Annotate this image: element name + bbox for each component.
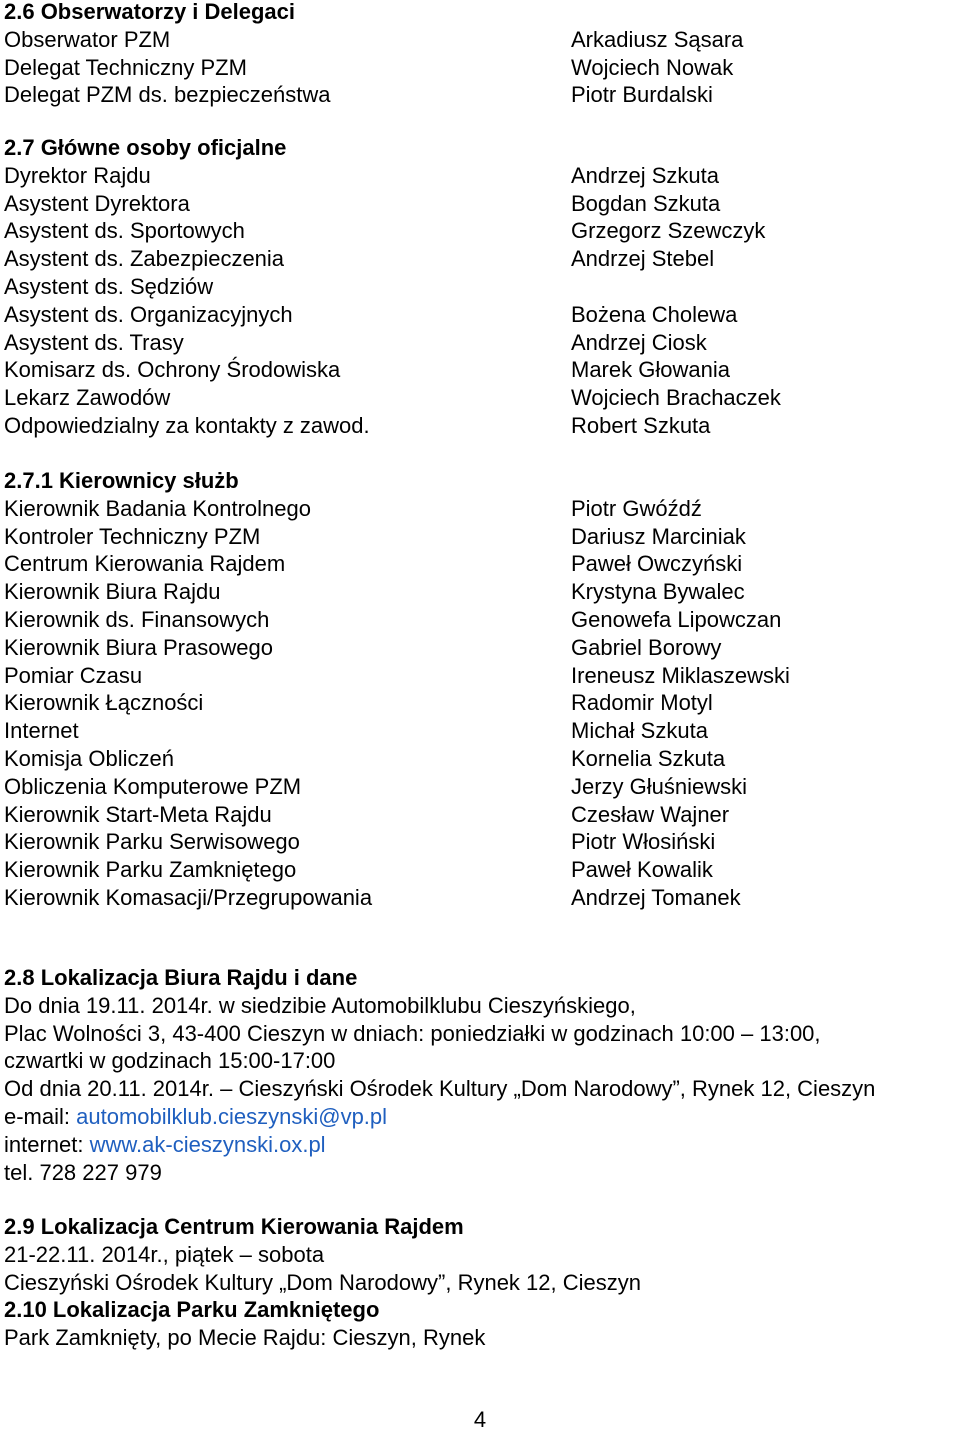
official-name: Michał Szkuta bbox=[571, 718, 708, 744]
official-role: Asystent ds. Organizacyjnych bbox=[4, 301, 293, 327]
official-row bbox=[4, 190, 954, 218]
official-row bbox=[4, 329, 954, 357]
official-row bbox=[4, 606, 954, 634]
email-link[interactable]: automobilklub.cieszynski@vp.pl bbox=[76, 1103, 388, 1129]
official-name: Paweł Owczyński bbox=[571, 551, 743, 577]
phone-line: tel. 728 227 979 bbox=[4, 1159, 162, 1185]
office-text-line: czwartki w godzinach 15:00-17:00 bbox=[4, 1048, 336, 1074]
official-name: Jerzy Głuśniewski bbox=[571, 773, 748, 799]
internet-line bbox=[4, 1131, 954, 1159]
official-name: Robert Szkuta bbox=[571, 412, 711, 438]
official-name: Bożena Cholewa bbox=[571, 301, 738, 327]
official-role: Lekarz Zawodów bbox=[4, 385, 171, 411]
official-row bbox=[4, 662, 954, 690]
official-role: Kierownik Parku Serwisowego bbox=[4, 829, 300, 855]
official-row bbox=[4, 828, 954, 856]
official-role: Asystent ds. Zabezpieczenia bbox=[4, 246, 285, 272]
section-observers bbox=[4, 0, 954, 109]
official-name: Andrzej Stebel bbox=[571, 246, 715, 272]
section-heading: 2.10 Lokalizacja Parku Zamkniętego bbox=[4, 1297, 380, 1322]
official-name: Ireneusz Miklaszewski bbox=[571, 662, 790, 688]
official-role: Komisja Obliczeń bbox=[4, 745, 174, 771]
official-role: Asystent ds. Sportowych bbox=[4, 218, 245, 244]
official-row bbox=[4, 384, 954, 412]
official-row bbox=[4, 301, 954, 329]
official-name: Piotr Burdalski bbox=[571, 82, 713, 108]
official-row bbox=[4, 54, 954, 82]
official-name: Wojciech Brachaczek bbox=[571, 385, 781, 411]
official-row bbox=[4, 495, 954, 523]
office-text-line: Do dnia 19.11. 2014r. w siedzibie Automobilklubu Cieszyńskiego, bbox=[4, 992, 636, 1018]
official-row bbox=[4, 578, 954, 606]
official-name: Genowefa Lipowczan bbox=[571, 606, 782, 632]
official-row bbox=[4, 550, 954, 578]
official-name: Radomir Motyl bbox=[571, 690, 713, 716]
official-row bbox=[4, 856, 954, 884]
official-role: Delegat PZM ds. bezpieczeństwa bbox=[4, 82, 331, 108]
section-service-heads bbox=[4, 467, 954, 912]
official-row bbox=[4, 523, 954, 551]
official-row bbox=[4, 26, 954, 54]
official-row bbox=[4, 356, 954, 384]
section-heading: 2.8 Lokalizacja Biura Rajdu i dane bbox=[4, 965, 358, 990]
official-name: Gabriel Borowy bbox=[571, 634, 722, 660]
email-line bbox=[4, 1103, 954, 1131]
office-text-line: Od dnia 20.11. 2014r. – Cieszyński Ośrodek Kultury „Dom Narodowy”, Rynek 12, Cieszyn bbox=[4, 1076, 876, 1102]
official-row bbox=[4, 217, 954, 245]
official-role: Obliczenia Komputerowe PZM bbox=[4, 773, 302, 799]
internet-label: internet: bbox=[4, 1131, 90, 1157]
official-name: Krystyna Bywalec bbox=[571, 579, 745, 605]
website-link[interactable]: www.ak-cieszynski.ox.pl bbox=[89, 1131, 326, 1157]
official-name: Andrzej Ciosk bbox=[571, 329, 707, 355]
official-row bbox=[4, 412, 954, 440]
official-role: Delegat Techniczny PZM bbox=[4, 54, 247, 80]
official-role: Dyrektor Rajdu bbox=[4, 162, 151, 188]
official-name: Kornelia Szkuta bbox=[571, 745, 726, 771]
official-row bbox=[4, 745, 954, 773]
official-name: Marek Głowania bbox=[571, 357, 730, 383]
section-heading: 2.7.1 Kierownicy służb bbox=[4, 468, 239, 493]
official-role: Asystent Dyrektora bbox=[4, 190, 190, 216]
official-role: Kierownik Biura Rajdu bbox=[4, 579, 221, 605]
official-row bbox=[4, 273, 954, 301]
official-role: Kierownik Start-Meta Rajdu bbox=[4, 801, 272, 827]
official-row bbox=[4, 634, 954, 662]
official-role: Kierownik Łączności bbox=[4, 690, 204, 716]
official-name: Czesław Wajner bbox=[571, 801, 730, 827]
official-role: Kierownik Biura Prasowego bbox=[4, 634, 274, 660]
official-row bbox=[4, 717, 954, 745]
section-closed-park bbox=[4, 1296, 954, 1352]
official-role: Odpowiedzialny za kontakty z zawod. bbox=[4, 412, 370, 438]
official-row bbox=[4, 801, 954, 829]
official-row bbox=[4, 689, 954, 717]
closed-park-line: Park Zamknięty, po Mecie Rajdu: Cieszyn, Rynek bbox=[4, 1324, 486, 1350]
email-label: e-mail: bbox=[4, 1103, 77, 1129]
official-name: Andrzej Szkuta bbox=[571, 162, 719, 188]
official-name: Arkadiusz Sąsara bbox=[571, 26, 744, 52]
official-name: Bogdan Szkuta bbox=[571, 190, 721, 216]
official-name: Paweł Kowalik bbox=[571, 857, 713, 883]
official-role: Komisarz ds. Ochrony Środowiska bbox=[4, 357, 341, 383]
control-center-line: 21-22.11. 2014r., piątek – sobota bbox=[4, 1241, 325, 1267]
official-role: Kierownik Parku Zamkniętego bbox=[4, 857, 297, 883]
official-name: Piotr Gwóźdź bbox=[571, 495, 702, 521]
official-role: Obserwator PZM bbox=[4, 26, 171, 52]
official-row bbox=[4, 884, 954, 912]
official-role: Centrum Kierowania Rajdem bbox=[4, 551, 286, 577]
section-rally-office bbox=[4, 964, 954, 1186]
official-row bbox=[4, 162, 954, 190]
official-role: Pomiar Czasu bbox=[4, 662, 143, 688]
official-row bbox=[4, 245, 954, 273]
official-role: Asystent ds. Trasy bbox=[4, 329, 184, 355]
official-name: Wojciech Nowak bbox=[571, 54, 734, 80]
control-center-line: Cieszyński Ośrodek Kultury „Dom Narodowy”, Rynek 12, Cieszyn bbox=[4, 1269, 641, 1295]
section-control-center bbox=[4, 1213, 954, 1296]
section-heading: 2.6 Obserwatorzy i Delegaci bbox=[4, 0, 296, 24]
official-role: Kierownik Komasacji/Przegrupowania bbox=[4, 884, 373, 910]
official-name: Grzegorz Szewczyk bbox=[571, 218, 766, 244]
section-heading: 2.7 Główne osoby oficjalne bbox=[4, 135, 287, 160]
page-number: 4 bbox=[473, 1407, 487, 1432]
official-role: Kierownik ds. Finansowych bbox=[4, 606, 270, 632]
office-text-line: Plac Wolności 3, 43-400 Cieszyn w dniach: poniedziałki w godzinach 10:00 – 13:00, bbox=[4, 1020, 821, 1046]
official-name: Dariusz Marciniak bbox=[571, 523, 746, 549]
official-name: Andrzej Tomanek bbox=[571, 884, 741, 910]
official-role: Internet bbox=[4, 718, 79, 744]
section-heading: 2.9 Lokalizacja Centrum Kierowania Rajdem bbox=[4, 1214, 464, 1239]
official-role: Kierownik Badania Kontrolnego bbox=[4, 495, 311, 521]
section-main-officials bbox=[4, 134, 954, 440]
official-row bbox=[4, 81, 954, 109]
official-role: Asystent ds. Sędziów bbox=[4, 273, 214, 299]
official-name: Piotr Włosiński bbox=[571, 829, 716, 855]
official-row bbox=[4, 773, 954, 801]
official-role: Kontroler Techniczny PZM bbox=[4, 523, 261, 549]
